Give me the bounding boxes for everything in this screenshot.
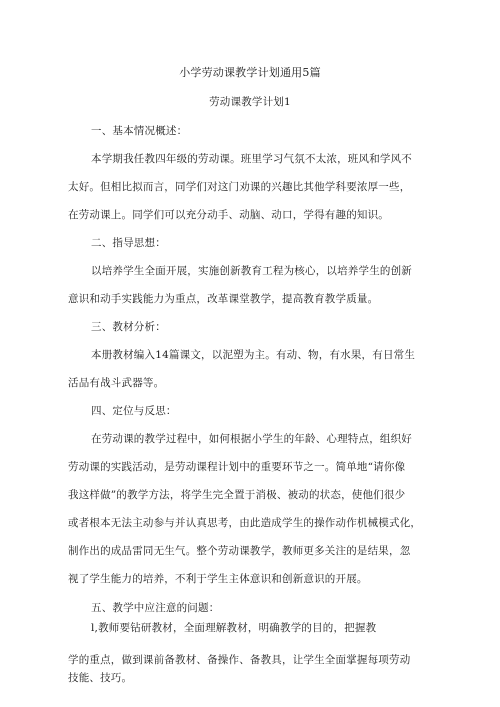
document-title: 小学劳动课教学计划通用5篇 — [179, 66, 321, 79]
paragraph-line: 制作出的成品雷同无生气。整个劳动课教学，教师更多关注的是结果，忽 — [68, 545, 411, 557]
paragraph-line: 在劳动课上。同学们可以充分动手、动脑、动口，学得有趣的知识。 — [68, 209, 389, 221]
paragraph-line: 劳动课的实践活动，是劳动课程计划中的重要环节之一。简单地“请你像 — [68, 461, 406, 473]
section-heading-3: 三、教材分析： — [91, 321, 166, 333]
paragraph-line: 或者根本无法主动参与并认真思考，由此造成学生的操作动作机械模式化， — [68, 517, 422, 529]
paragraph-line: 意识和动手实践能力为重点，改革课堂教学，提高教育教学质量。 — [68, 293, 379, 305]
paragraph-line: 以培养学生全面开展，实施创新教育工程为核心，以培养学生的创新 — [91, 265, 412, 277]
document-subtitle: 劳动课教学计划1 — [209, 96, 291, 108]
paragraph-line: 我这样做”的教学方法，将学生完全置于消极、被动的状态，使他们很少 — [68, 489, 406, 501]
paragraph-line: 在劳动课的教学过程中，如何根据小学生的年龄、心理特点，组织好 — [91, 433, 412, 445]
paragraph-line: 技能、技巧。 — [68, 672, 133, 684]
section-heading-2: 二、指导思想： — [91, 237, 166, 249]
section-heading-4: 四、定位与反思： — [91, 405, 177, 417]
paragraph-line: l,教师要钻研教材，全面理解教材，明确教学的目的，把握教 — [91, 622, 377, 634]
paragraph-line: 活品有战斗武器等。 — [68, 377, 165, 389]
paragraph-line: 太好。但相比拟而言，同学们对这门劝课的兴趣比其他学科要浓厚一些， — [68, 181, 411, 193]
section-heading-5: 五、教学中应注意的问题： — [91, 602, 220, 614]
section-heading-1: 一、基本情况概述： — [91, 125, 188, 137]
paragraph-line: 学的重点，做到课前备教材、备操作、备教具，让学生全面掌握每项劳动 — [68, 654, 411, 666]
paragraph-line: 本册教材编入14篇课文，以泥塑为主。有动、物，有水果，有日常生 — [91, 349, 416, 361]
paragraph-line: 视了学生能力的培养，不利于学生主体意识和创新意识的开展。 — [68, 573, 368, 585]
paragraph-line: 本学期我任教四年级的劳动课。班里学习气氛不太浓，班风和学风不 — [91, 153, 412, 165]
